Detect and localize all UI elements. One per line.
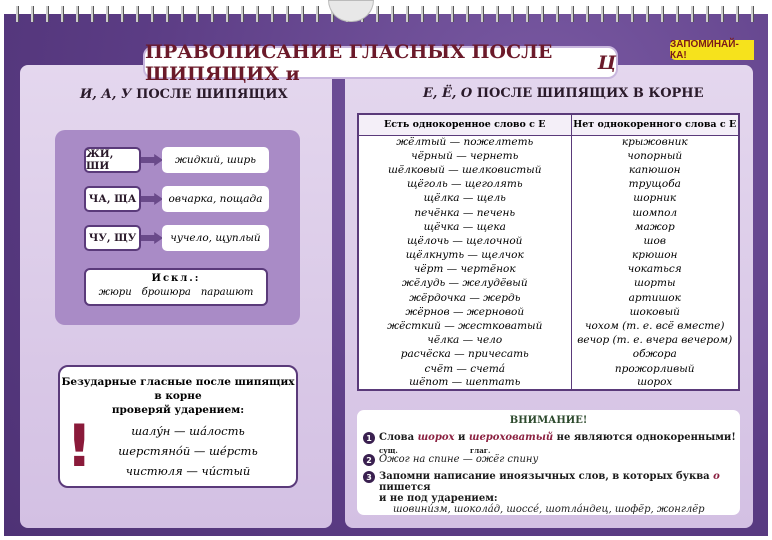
related-word-pair: расчёска — причесать: [358, 348, 571, 362]
exception-word: жюри: [98, 287, 132, 298]
number-badge: 3: [363, 471, 375, 483]
table-row: [358, 234, 739, 248]
word-without-e: трущоба: [628, 178, 681, 191]
attention-item-2: [363, 454, 538, 466]
heading-letters: И, А, У: [80, 87, 132, 102]
word-without-e: крюшон: [632, 249, 678, 262]
page-title: [143, 40, 618, 85]
table-row: [358, 376, 739, 390]
example-pair: шерстянóй — шéрсть: [118, 444, 258, 458]
rules-box: [55, 130, 300, 325]
example-pair: шалýн — шáлость: [131, 424, 245, 438]
title-text: ПРАВОПИСАНИЕ ГЛАСНЫХ ПОСЛЕ ШИПЯЩИХ и: [145, 40, 553, 85]
unstressed-line: Безударные гласные после шипящих: [61, 376, 295, 388]
word-without-e: крыжовник: [621, 135, 688, 148]
table-row: [358, 305, 739, 319]
highlight-word: шорох: [417, 432, 455, 443]
item-text: не являются однокоренными!: [556, 432, 736, 443]
word-without-e: артишок: [628, 291, 681, 304]
table-row: [358, 163, 739, 177]
related-word-pair: шёлковый — шелковистый: [358, 163, 571, 177]
table-row: [358, 263, 739, 277]
table-row: [358, 362, 739, 376]
heading-rest: ПОСЛЕ ШИПЯЩИХ: [136, 87, 288, 102]
table-row: [358, 334, 739, 348]
attention-heading: ВНИМАНИЕ!: [509, 415, 588, 426]
word-without-e: шоковый: [629, 305, 680, 318]
foreign-words: шовини́зм, шокола́д, шоссé, шотла́ндец, шофёр, жонглёр: [393, 504, 705, 515]
right-heading: [423, 86, 704, 101]
related-word-pair: щёголь — щеголять: [358, 178, 571, 192]
table-row: [358, 348, 739, 362]
related-word-pair: чёлка — чело: [358, 334, 571, 348]
words-table: [357, 113, 740, 391]
word-without-e: мажор: [634, 220, 675, 233]
left-panel: [20, 65, 332, 528]
remember-badge: ЗАПОМИНАЙ-КА!: [670, 40, 754, 60]
table-row: [358, 277, 739, 291]
table-row: [358, 192, 739, 206]
heading-rest: ПОСЛЕ ШИПЯЩИХ В КОРНЕ: [476, 86, 704, 101]
exclamation-icon: !: [66, 412, 93, 480]
word-without-e: вечор (т. е. вчера вечером): [577, 334, 733, 347]
word-without-e: шорох: [637, 376, 673, 389]
related-word-pair: щёлкнуть — щелчок: [358, 249, 571, 263]
rule-examples: чучело, щуплый: [162, 225, 269, 251]
exception-word: брошюра: [141, 287, 191, 298]
number-badge: 2: [363, 454, 375, 466]
column-header: Есть однокоренное слово с Е: [358, 114, 571, 135]
word-without-e: чопорный: [627, 149, 683, 162]
rule-examples: овчарка, пощада: [162, 186, 269, 212]
table-row: [358, 149, 739, 163]
item-text: Запомни написание иноязычных слов, в которых буква: [379, 471, 710, 482]
title-letter: Ц: [597, 51, 616, 74]
exception-word: парашют: [200, 287, 254, 298]
column-header: Нет однокоренного слова с Е: [571, 114, 739, 135]
attention-box: [357, 410, 740, 515]
note-verb: глаг.: [470, 446, 491, 455]
arrow-icon: [141, 232, 163, 244]
related-word-pair: жёрдочка — жердь: [358, 291, 571, 305]
related-word-pair: шёпот — шептать: [358, 376, 571, 390]
item-text: и: [457, 432, 466, 443]
item-text: Ожог на спине — ожёг спину: [379, 454, 539, 465]
highlight-word: шероховатый: [468, 432, 554, 443]
item-text: Слова: [379, 432, 415, 443]
unstressed-line: проверяй ударением:: [111, 404, 245, 416]
attention-item-3: [363, 471, 740, 515]
highlight-letter: о: [713, 471, 720, 482]
related-word-pair: счёт — счетá: [358, 362, 571, 376]
rule-label: ЖИ, ШИ: [84, 147, 141, 173]
related-word-pair: печёнка — печень: [358, 206, 571, 220]
related-word-pair: щёлочь — щелочной: [358, 234, 571, 248]
word-without-e: чохом (т. е. всё вместе): [585, 320, 725, 333]
exceptions-box: [84, 268, 268, 306]
word-without-e: шомпол: [632, 206, 678, 219]
related-word-pair: чёрный — чернеть: [358, 149, 571, 163]
rule-label: ЧА, ЩА: [84, 186, 141, 212]
attention-item-1: [363, 432, 736, 444]
word-without-e: шорник: [633, 192, 677, 205]
related-word-pair: жёрнов — жерновой: [358, 305, 571, 319]
table-row: [358, 206, 739, 220]
item-text: пишется: [379, 482, 431, 493]
note-noun: сущ.: [379, 446, 398, 455]
left-heading: [80, 87, 288, 102]
spiral-binding: [10, 6, 760, 22]
example-pair: чистюля — чи́стый: [125, 464, 251, 478]
unstressed-line: в корне: [154, 390, 202, 402]
rule-examples: жидкий, ширь: [162, 147, 269, 173]
rule-label: ЧУ, ЩУ: [84, 225, 141, 251]
unstressed-box: [58, 365, 298, 488]
table-row: [358, 291, 739, 305]
table-row: [358, 249, 739, 263]
table-row: [358, 220, 739, 234]
table-row: [358, 135, 739, 149]
arrow-icon: [141, 154, 163, 166]
word-without-e: капюшон: [628, 163, 681, 176]
word-without-e: обжора: [632, 348, 677, 361]
word-without-e: чокаться: [627, 263, 682, 276]
table-row: [358, 178, 739, 192]
related-word-pair: щёчка — щека: [358, 220, 571, 234]
related-word-pair: жёлтый — пожелтеть: [358, 135, 571, 149]
exceptions-label: Искл.:: [151, 273, 201, 284]
related-word-pair: щёлка — щель: [358, 192, 571, 206]
word-without-e: шорты: [634, 277, 676, 290]
right-panel: [345, 65, 753, 528]
word-without-e: шов: [643, 234, 666, 247]
word-without-e: прожорливый: [614, 362, 695, 375]
item-text: и не под ударением:: [379, 493, 498, 504]
related-word-pair: жёлудь — желудёвый: [358, 277, 571, 291]
related-word-pair: чёрт — чертёнок: [358, 263, 571, 277]
heading-letters: Е, Ё, О: [423, 86, 473, 101]
table-row: [358, 319, 739, 333]
number-badge: 1: [363, 432, 375, 444]
arrow-icon: [141, 193, 163, 205]
related-word-pair: жёсткий — жестковатый: [358, 319, 571, 333]
